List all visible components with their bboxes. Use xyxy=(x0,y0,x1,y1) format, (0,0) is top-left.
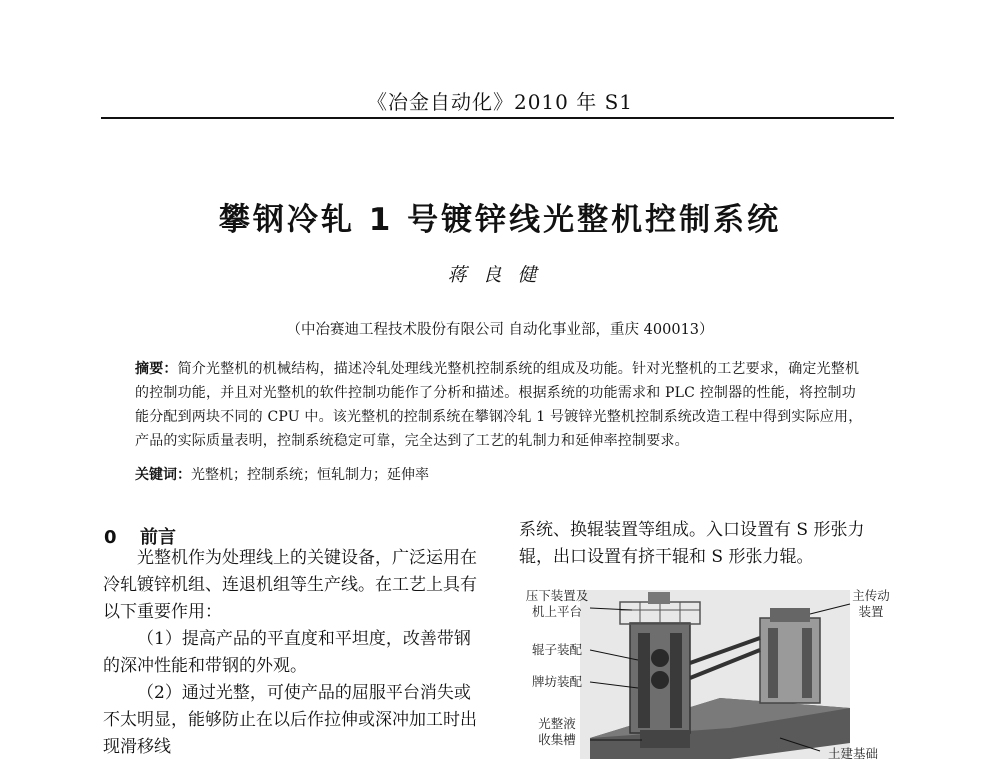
keywords-label: 关键词： xyxy=(135,467,191,483)
keywords xyxy=(135,463,865,487)
abstract-label: 摘要： xyxy=(135,361,178,377)
abstract-text: 简介光整机的机械结构，描述冷轧处理线光整机控制系统的组成及功能。针对光整机的工艺要求，确定光整机的控制功能，并且对光整机的软件控制功能作了分析和描述。根据系统的功能需求和 PLC 控制器的性能，将控制功能分配到两块不同的 CPU 中。该光整机的控制系统在攀钢冷轧 1 号镀锌光整机控制系统改造工程中得到实际应用，产品的实际质量表明，控制系统稳定可靠，完全达到了工艺的轧制力和延伸率控制要求。 xyxy=(135,361,863,449)
roll-lower xyxy=(651,671,669,689)
paragraph-intro: 光整机作为处理线上的关键设备，广泛运用在冷轧镀锌机组、连退机组等生产线。在工艺上具有以下重要作用： xyxy=(103,548,477,622)
section-number: 0 xyxy=(104,527,117,548)
body-column-left xyxy=(103,545,481,761)
section-title: 前言 xyxy=(140,527,176,548)
paragraph-continued: 系统、换辊装置等组成。入口设置有 S 形张力辊，出口设置有挤干辊和 S 形张力辊。 xyxy=(519,520,865,567)
label-main-drive: 主传动 装置 xyxy=(852,588,890,619)
main-drive-motor xyxy=(770,608,810,622)
article-title: 攀钢冷轧 1 号镀锌线光整机控制系统 xyxy=(218,202,782,238)
author-affiliation: （中冶赛迪工程技术股份有限公司 自动化事业部，重庆 400013） xyxy=(286,322,714,338)
header-rule xyxy=(101,117,894,119)
label-roll-assembly: 辊子装配 xyxy=(531,642,582,657)
label-civil-foundation: 土建基础 xyxy=(827,746,878,761)
label-press-device: 压下装置及 机上平台 xyxy=(525,588,589,619)
abstract xyxy=(135,357,865,453)
paragraph-item-1: （1）提高产品的平直度和平坦度，改善带钢的深冲性能和带钢的外观。 xyxy=(103,629,471,676)
roll-upper xyxy=(651,649,669,667)
journal-header: 《冶金自动化》2010 年 S1 xyxy=(366,90,634,114)
figure-skin-pass-mill xyxy=(520,588,900,759)
body-column-right xyxy=(519,517,897,571)
label-liquid-tank: 光整液 收集槽 xyxy=(538,716,576,747)
label-housing-assembly: 牌坊装配 xyxy=(531,674,582,689)
collection-tank xyxy=(640,730,690,748)
article-author: 蒋良健 xyxy=(447,264,553,286)
keywords-text: 光整机；控制系统；恒轧制力；延伸率 xyxy=(191,467,429,483)
paragraph-item-2: （2）通过光整，可使产品的屈服平台消失或不太明显，能够防止在以后作拉伸或深冲加工时出现滑移线 xyxy=(103,683,477,757)
